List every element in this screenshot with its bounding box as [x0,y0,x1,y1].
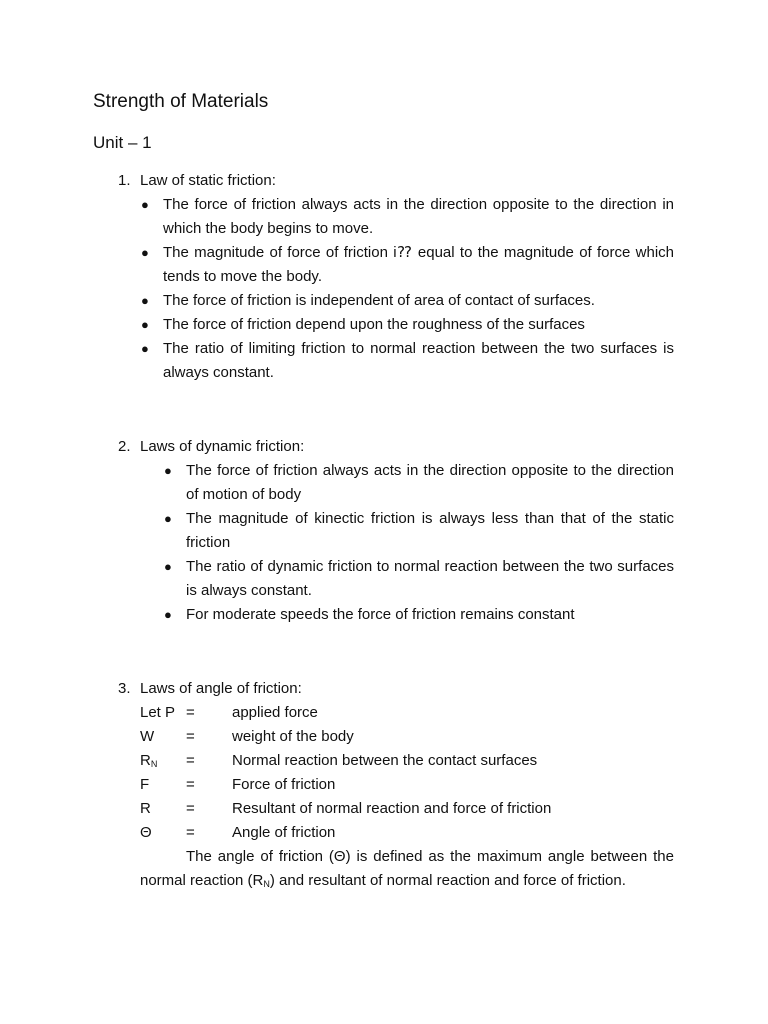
unit-heading: Unit – 1 [93,133,152,152]
bullet-icon: ● [141,197,149,212]
list-item [141,289,674,313]
equals-sign: = [186,824,195,841]
list-item [141,193,674,241]
list-item-text: The force of friction is independent of area of contact of surfaces. [163,292,595,309]
bullet-icon: ● [141,245,149,260]
section-title: Law of static friction: [140,172,276,189]
section-number: 3. [118,680,131,697]
definition-symbol: Θ [140,824,152,841]
document-title: Strength of Materials [93,91,269,112]
bullet-icon: ● [164,463,172,478]
list-item-text: The ratio of limiting friction to normal reaction between the two surfaces is always constant. [163,340,674,381]
section-number: 1. [118,172,131,189]
equals-sign: = [186,704,195,721]
definition-symbol: $R_N$ [140,752,158,769]
bullet-icon: ● [141,317,149,332]
section-1-heading [118,169,276,193]
bullet-icon: ● [164,559,172,574]
definition-symbol: W [140,728,155,745]
section-2-bullet-list [164,459,674,627]
list-item [164,555,674,603]
list-item-text: The force of friction always acts in the direction opposite to the direction in which the body begins to move. [163,196,674,237]
section-1-bullet-list [141,193,674,385]
bullet-icon: ● [164,607,172,622]
equals-sign: = [186,776,195,793]
list-item-text: The force of friction always acts in the direction opposite to the direction of motion of body [186,462,674,503]
list-item-text: The magnitude of force of friction i⁇ equal to the magnitude of force which tends to move the body. [163,244,674,285]
equals-sign: = [186,728,195,745]
equals-sign: = [186,800,195,817]
definition-symbol: Let P [140,704,176,721]
section-title: Laws of dynamic friction: [140,438,305,455]
list-item-text: The magnitude of kinectic friction is always less than that of the static friction [186,510,674,551]
definition-symbol: F [140,776,150,793]
list-item [141,241,674,289]
section-3-heading [118,677,302,701]
bullet-icon: ● [141,341,149,356]
section-2-heading [118,435,304,459]
list-item [141,313,674,337]
list-item-text: For moderate speeds the force of friction remains constant [186,606,575,623]
definition-meaning: Force of friction [232,776,336,793]
bullet-icon: ● [141,293,149,308]
definition-meaning: Resultant of normal reaction and force of friction [232,800,552,817]
list-item [164,507,674,555]
definition-symbol: R [140,800,151,817]
definition-meaning: Normal reaction between the contact surfaces [232,752,538,769]
list-item [141,337,674,385]
equals-sign: = [186,752,195,769]
list-item [164,603,674,627]
definition-meaning: weight of the body [232,728,354,745]
angle-of-friction-paragraph: The angle of friction (Θ) is defined as the maximum angle between the normal reaction $(R_N)$ and resultant of normal reaction and force of friction. [140,848,674,889]
list-item-text: The force of friction depend upon the roughness of the surfaces [163,316,585,333]
section-title: Laws of angle of friction: [140,680,302,697]
list-item-text: The ratio of dynamic friction to normal reaction between the two surfaces is always constant. [186,558,674,599]
bullet-icon: ● [164,511,172,526]
definition-meaning: applied force [232,704,318,721]
section-number: 2. [118,438,131,455]
list-item [164,459,674,507]
definition-meaning: Angle of friction [232,824,336,841]
